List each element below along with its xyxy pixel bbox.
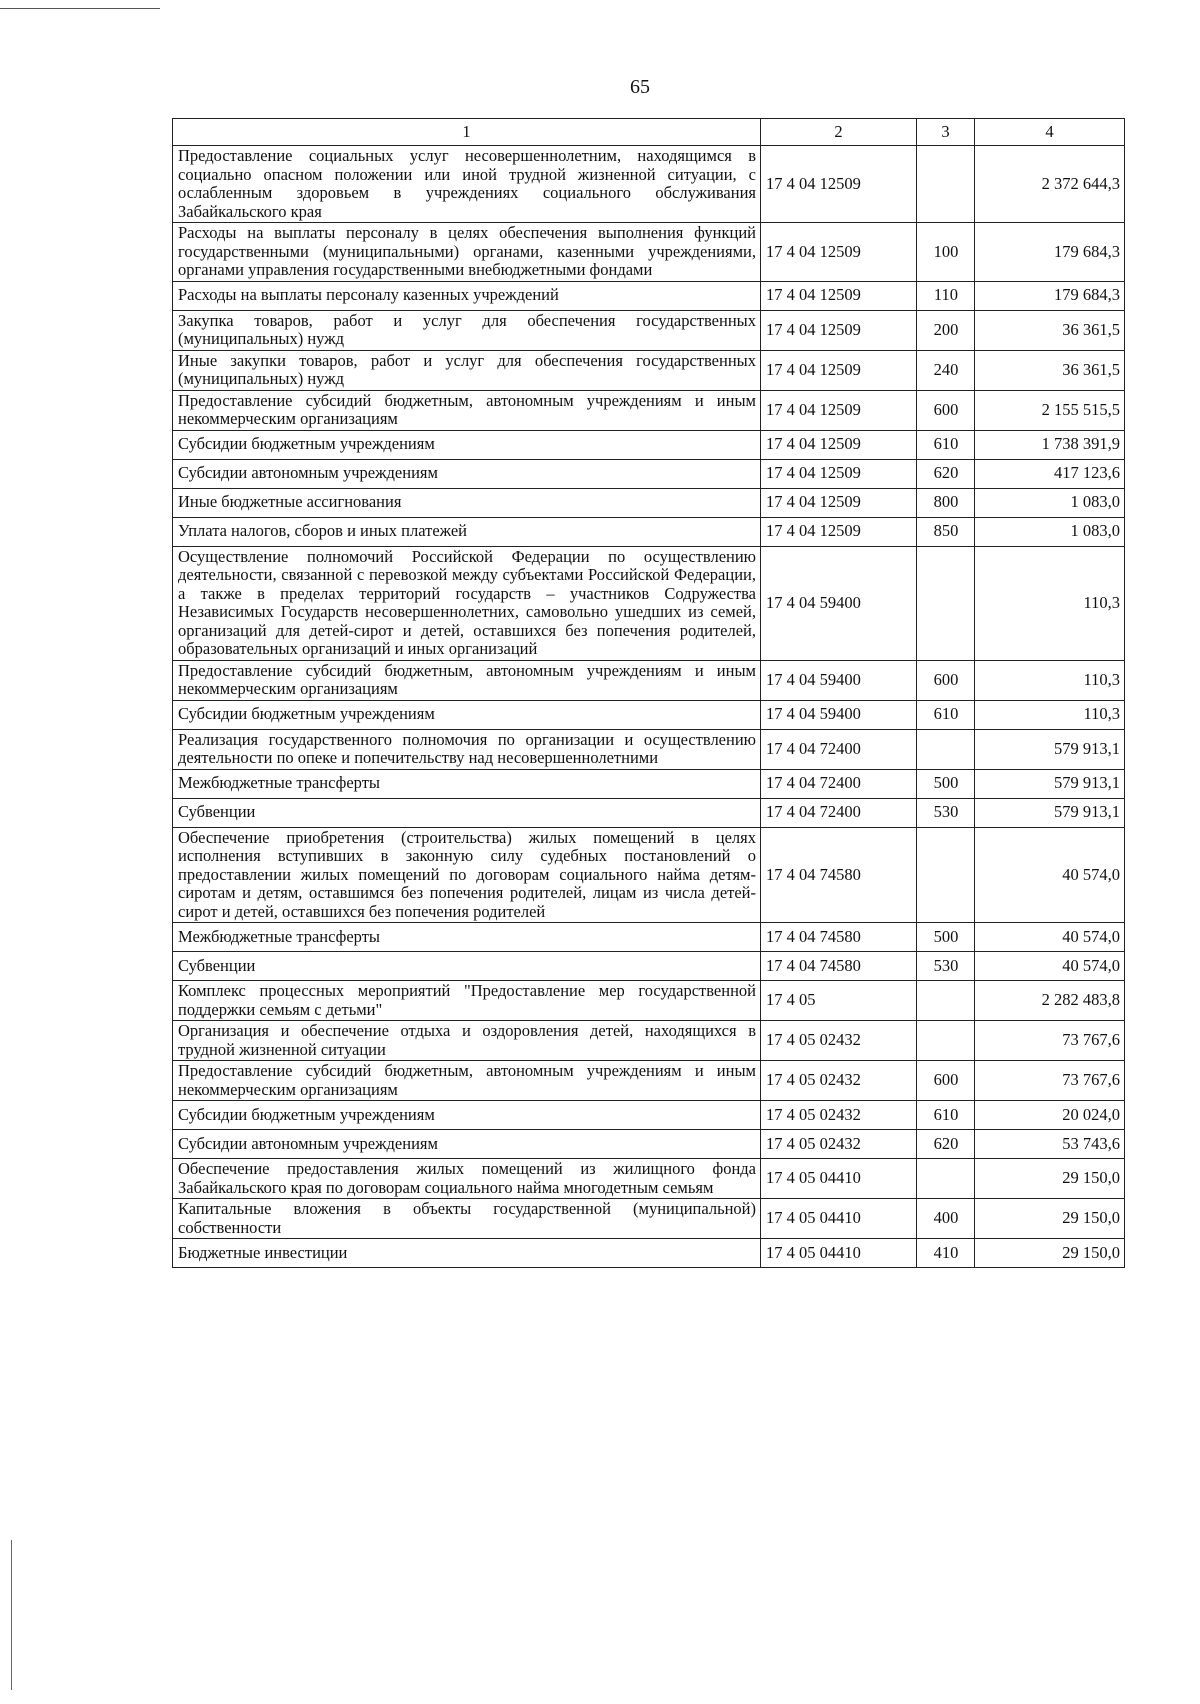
row-expense-type: 600	[917, 1061, 975, 1101]
table-row	[173, 798, 1125, 827]
row-code: 17 4 04 12509	[761, 223, 917, 282]
row-code: 17 4 04 12509	[761, 281, 917, 310]
row-amount: 40 574,0	[975, 827, 1125, 923]
row-name: Предоставление социальных услуг несовершеннолетним, находящимся в социально опасном положении или иной трудной жизненной ситуации, с ослабленным здоровьем в учреждениях социального обслуживания Забайкальского края	[173, 146, 761, 223]
row-name: Комплекс процессных мероприятий "Предоставление мер государственной поддержки семьям с детьми"	[173, 981, 761, 1021]
row-name: Субсидии автономным учреждениям	[173, 459, 761, 488]
row-name: Организация и обеспечение отдыха и оздоровления детей, находящихся в трудной жизненной ситуации	[173, 1021, 761, 1061]
row-name: Закупка товаров, работ и услуг для обеспечения государственных (муниципальных) нужд	[173, 310, 761, 350]
row-expense-type: 530	[917, 798, 975, 827]
row-amount: 179 684,3	[975, 223, 1125, 282]
row-code: 17 4 04 72400	[761, 769, 917, 798]
header-col-3: 3	[917, 119, 975, 146]
row-amount: 29 150,0	[975, 1199, 1125, 1239]
row-name: Обеспечение приобретения (строительства) жилых помещений в целях исполнения вступивших в законную силу судебных постановлений о предоставлении жилых помещений по договорам социального найма детям-сиротам и детям, оставшимся без попечения родителей, лицам из числа детей-сирот и детей, оставшихся без попечения родителей	[173, 827, 761, 923]
row-name: Субсидии бюджетным учреждениям	[173, 430, 761, 459]
row-expense-type: 620	[917, 459, 975, 488]
row-name: Иные закупки товаров, работ и услуг для обеспечения государственных (муниципальных) нужд	[173, 350, 761, 390]
table-row	[173, 729, 1125, 769]
table-row	[173, 459, 1125, 488]
row-code: 17 4 04 59400	[761, 700, 917, 729]
table-row	[173, 1021, 1125, 1061]
row-code: 17 4 05	[761, 981, 917, 1021]
row-name: Иные бюджетные ассигнования	[173, 488, 761, 517]
table-row	[173, 952, 1125, 981]
row-name: Предоставление субсидий бюджетным, автономным учреждениям и иным некоммерческим организациям	[173, 1061, 761, 1101]
row-name: Межбюджетные трансферты	[173, 923, 761, 952]
table-row	[173, 769, 1125, 798]
row-name: Предоставление субсидий бюджетным, автономным учреждениям и иным некоммерческим организациям	[173, 390, 761, 430]
row-code: 17 4 04 12509	[761, 430, 917, 459]
row-amount: 29 150,0	[975, 1159, 1125, 1199]
row-amount: 579 913,1	[975, 769, 1125, 798]
budget-table	[172, 118, 1125, 1268]
header-col-2: 2	[761, 119, 917, 146]
row-amount: 40 574,0	[975, 923, 1125, 952]
row-expense-type	[917, 546, 975, 660]
table-row	[173, 430, 1125, 459]
row-code: 17 4 04 12509	[761, 146, 917, 223]
row-code: 17 4 04 12509	[761, 390, 917, 430]
row-amount: 110,3	[975, 546, 1125, 660]
row-name: Межбюджетные трансферты	[173, 769, 761, 798]
row-amount: 20 024,0	[975, 1101, 1125, 1130]
row-amount: 110,3	[975, 700, 1125, 729]
table-row	[173, 1199, 1125, 1239]
row-amount: 110,3	[975, 660, 1125, 700]
row-code: 17 4 05 04410	[761, 1159, 917, 1199]
row-name: Субсидии автономным учреждениям	[173, 1130, 761, 1159]
row-amount: 2 372 644,3	[975, 146, 1125, 223]
row-code: 17 4 04 74580	[761, 923, 917, 952]
table-row	[173, 1101, 1125, 1130]
row-name: Обеспечение предоставления жилых помещений из жилищного фонда Забайкальского края по договорам социального найма многодетным семьям	[173, 1159, 761, 1199]
row-name: Расходы на выплаты персоналу в целях обеспечения выполнения функций государственными (муниципальными) органами, казенными учреждениями, органами управления государственными внебюджетными фондами	[173, 223, 761, 282]
row-expense-type: 240	[917, 350, 975, 390]
scan-edge-line	[0, 8, 160, 9]
table-row	[173, 1061, 1125, 1101]
row-amount: 179 684,3	[975, 281, 1125, 310]
header-col-4: 4	[975, 119, 1125, 146]
row-code: 17 4 04 12509	[761, 488, 917, 517]
row-expense-type: 610	[917, 700, 975, 729]
row-expense-type	[917, 1021, 975, 1061]
row-expense-type: 800	[917, 488, 975, 517]
row-expense-type	[917, 827, 975, 923]
header-row	[173, 119, 1125, 146]
row-expense-type: 530	[917, 952, 975, 981]
row-code: 17 4 05 04410	[761, 1199, 917, 1239]
row-amount: 29 150,0	[975, 1239, 1125, 1268]
row-code: 17 4 04 72400	[761, 729, 917, 769]
table-row	[173, 827, 1125, 923]
table-row	[173, 923, 1125, 952]
row-code: 17 4 04 74580	[761, 827, 917, 923]
row-name: Расходы на выплаты персоналу казенных учреждений	[173, 281, 761, 310]
row-code: 17 4 05 02432	[761, 1061, 917, 1101]
row-name: Субсидии бюджетным учреждениям	[173, 1101, 761, 1130]
row-name: Субсидии бюджетным учреждениям	[173, 700, 761, 729]
row-expense-type: 610	[917, 430, 975, 459]
row-code: 17 4 04 59400	[761, 660, 917, 700]
table-row	[173, 1130, 1125, 1159]
row-code: 17 4 05 02432	[761, 1101, 917, 1130]
row-amount: 1 738 391,9	[975, 430, 1125, 459]
row-amount: 73 767,6	[975, 1061, 1125, 1101]
margin-line	[11, 1540, 12, 1690]
table-row	[173, 517, 1125, 546]
row-code: 17 4 04 74580	[761, 952, 917, 981]
row-expense-type: 610	[917, 1101, 975, 1130]
row-name: Реализация государственного полномочия по организации и осуществлению деятельности по опеке и попечительству над несовершеннолетними	[173, 729, 761, 769]
row-amount: 2 282 483,8	[975, 981, 1125, 1021]
row-name: Осуществление полномочий Российской Федерации по осуществлению деятельности, связанной с перевозкой между субъектами Российской Федерации, а также в пределах территорий государств – участников Содружества Независимых Государств несовершеннолетних, самовольно ушедших из семей, организаций для детей-сирот и детей, оставшихся без попечения родителей, образовательных организаций и иных организаций	[173, 546, 761, 660]
row-expense-type: 110	[917, 281, 975, 310]
row-amount: 40 574,0	[975, 952, 1125, 981]
row-name: Уплата налогов, сборов и иных платежей	[173, 517, 761, 546]
row-name: Бюджетные инвестиции	[173, 1239, 761, 1268]
row-code: 17 4 04 12509	[761, 459, 917, 488]
row-code: 17 4 05 02432	[761, 1021, 917, 1061]
table-row	[173, 660, 1125, 700]
row-code: 17 4 04 12509	[761, 350, 917, 390]
row-expense-type: 850	[917, 517, 975, 546]
row-name: Субвенции	[173, 798, 761, 827]
row-amount: 53 743,6	[975, 1130, 1125, 1159]
row-expense-type	[917, 146, 975, 223]
row-amount: 1 083,0	[975, 488, 1125, 517]
table-row	[173, 223, 1125, 282]
row-name: Субвенции	[173, 952, 761, 981]
row-code: 17 4 04 12509	[761, 310, 917, 350]
row-code: 17 4 04 72400	[761, 798, 917, 827]
header-col-1: 1	[173, 119, 761, 146]
row-amount: 579 913,1	[975, 798, 1125, 827]
table-row	[173, 488, 1125, 517]
row-expense-type: 620	[917, 1130, 975, 1159]
row-amount: 579 913,1	[975, 729, 1125, 769]
row-expense-type: 600	[917, 390, 975, 430]
table-row	[173, 350, 1125, 390]
row-code: 17 4 04 12509	[761, 517, 917, 546]
row-expense-type: 400	[917, 1199, 975, 1239]
table-row	[173, 390, 1125, 430]
table-row	[173, 700, 1125, 729]
row-expense-type	[917, 1159, 975, 1199]
row-expense-type: 100	[917, 223, 975, 282]
row-code: 17 4 05 02432	[761, 1130, 917, 1159]
row-expense-type: 410	[917, 1239, 975, 1268]
table-row	[173, 310, 1125, 350]
row-code: 17 4 05 04410	[761, 1239, 917, 1268]
table-row	[173, 1159, 1125, 1199]
table-row	[173, 281, 1125, 310]
table-body	[173, 146, 1125, 1268]
row-name: Капитальные вложения в объекты государственной (муниципальной) собственности	[173, 1199, 761, 1239]
row-name: Предоставление субсидий бюджетным, автономным учреждениям и иным некоммерческим организациям	[173, 660, 761, 700]
row-amount: 2 155 515,5	[975, 390, 1125, 430]
row-amount: 417 123,6	[975, 459, 1125, 488]
table-row	[173, 981, 1125, 1021]
page-number: 65	[630, 76, 650, 98]
row-expense-type	[917, 981, 975, 1021]
table-row	[173, 546, 1125, 660]
row-expense-type: 600	[917, 660, 975, 700]
row-amount: 73 767,6	[975, 1021, 1125, 1061]
row-expense-type: 500	[917, 769, 975, 798]
row-expense-type	[917, 729, 975, 769]
row-amount: 36 361,5	[975, 350, 1125, 390]
table-row	[173, 146, 1125, 223]
row-amount: 1 083,0	[975, 517, 1125, 546]
row-expense-type: 500	[917, 923, 975, 952]
row-expense-type: 200	[917, 310, 975, 350]
table-row	[173, 1239, 1125, 1268]
row-code: 17 4 04 59400	[761, 546, 917, 660]
row-amount: 36 361,5	[975, 310, 1125, 350]
